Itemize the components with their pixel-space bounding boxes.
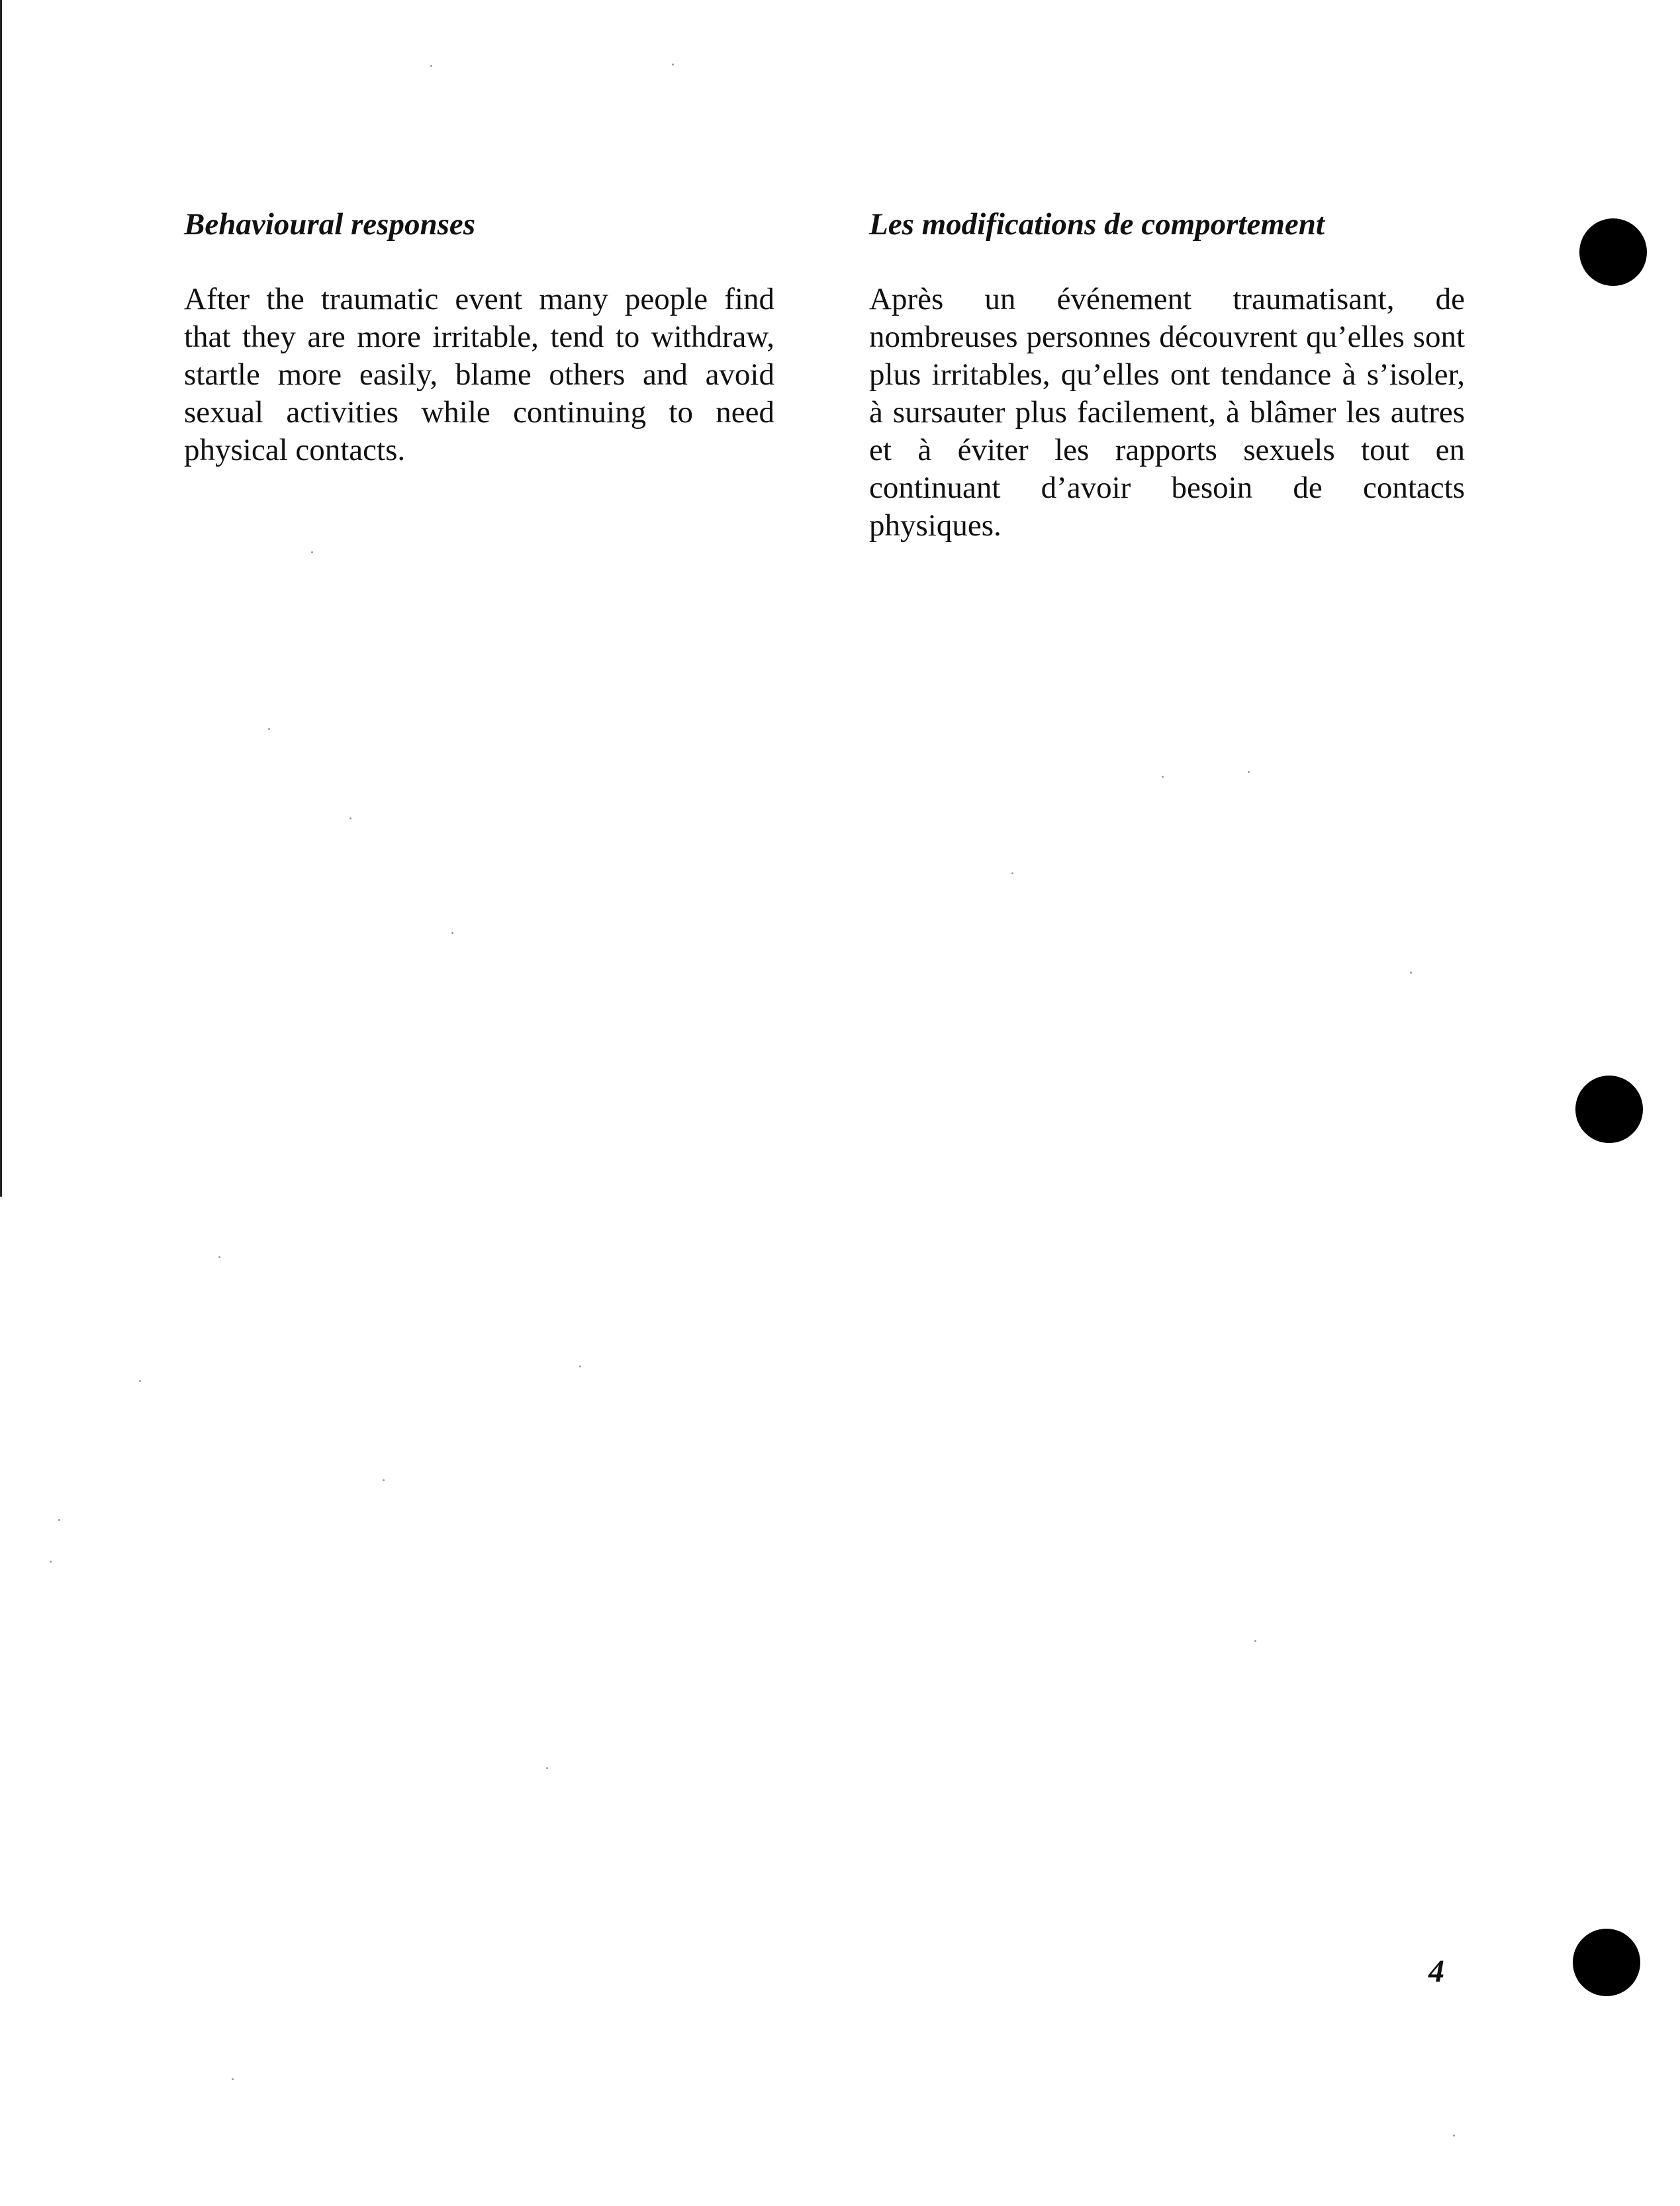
scan-speck (232, 2078, 234, 2080)
scan-speck (451, 932, 453, 934)
scan-speck (579, 1365, 581, 1367)
english-paragraph: After the traumatic event many people find that they are more irritable, tend to withdraw, startle more easily, blame others and avoid sexual activities while continuing to need physical contacts. (184, 282, 774, 467)
left-edge-scan-line (0, 0, 2, 1197)
french-column (869, 205, 1465, 545)
english-column (184, 205, 774, 469)
scan-speck (218, 1256, 220, 1258)
french-heading: Les modifications de comportement (869, 207, 1325, 242)
scan-speck (58, 1519, 60, 1521)
scan-speck (672, 64, 674, 66)
scan-speck (1248, 771, 1250, 773)
scan-speck (383, 1479, 385, 1481)
scan-speck (311, 551, 313, 553)
scan-speck (139, 1380, 141, 1382)
french-paragraph: Après un événement traumatisant, de nombreuses personnes découvrent qu’elles sont plus irritables, qu’elles ont tendance à s’isoler, à sursauter plus facilement, à blâmer les autres et à éviter les rapports sexuels tout en continuant d’avoir besoin de contacts physiques. (869, 282, 1465, 543)
scan-speck (50, 1561, 52, 1563)
scan-speck (430, 65, 432, 67)
scan-speck (1410, 972, 1412, 974)
scan-speck (1162, 776, 1164, 778)
punch-hole-top (1579, 218, 1647, 286)
scan-speck (546, 1767, 548, 1769)
scan-speck (350, 817, 351, 819)
scan-speck (1453, 2135, 1455, 2137)
punch-hole-middle (1575, 1076, 1643, 1143)
punch-hole-bottom (1573, 1929, 1640, 1996)
scan-speck (1254, 1640, 1256, 1642)
english-heading: Behavioural responses (184, 207, 476, 242)
page-number: 4 (1428, 1954, 1444, 1989)
scan-speck (1011, 872, 1013, 874)
scan-speck (268, 728, 270, 730)
